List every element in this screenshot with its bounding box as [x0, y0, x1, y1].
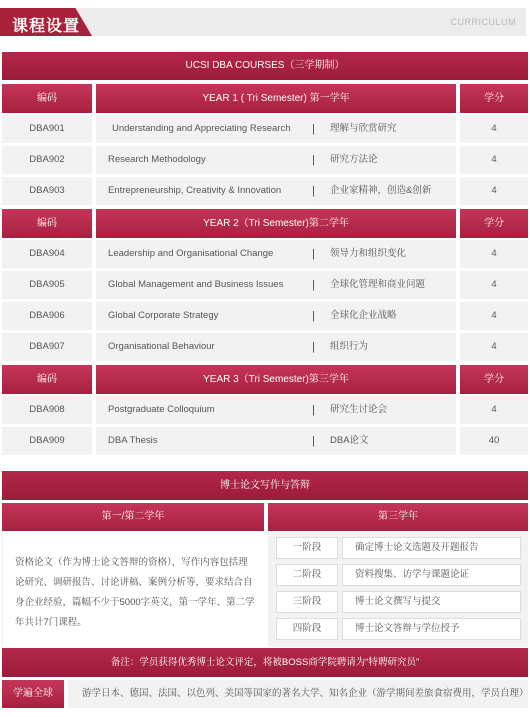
course-name-en: Understanding and Appreciating Research — [112, 123, 291, 134]
course-code: DBA905 — [2, 271, 92, 299]
credit-column-header: 学分 — [460, 209, 528, 238]
page-header — [0, 0, 530, 42]
course-name-cn: 组织行为 — [330, 341, 369, 352]
course-name-cn: 全球化管理和商业问题 — [330, 279, 426, 290]
course-name-en: Research Methodology — [108, 154, 206, 165]
code-column-header: 编码 — [2, 209, 92, 238]
study-tour-label: 学遍全球 — [2, 680, 64, 708]
course-code: DBA902 — [2, 146, 92, 174]
course-name-en: Global Management and Business Issues — [108, 279, 284, 290]
year3-label: YEAR 3（Tri Semester)第三学年 — [96, 365, 456, 394]
year2-label: YEAR 2（Tri Semester)第二学年 — [96, 209, 456, 238]
stage-label: 三阶段 — [276, 591, 338, 613]
course-title-cell — [96, 240, 456, 268]
separator: | — [312, 185, 315, 197]
page-subtitle: CURRICULUM — [450, 17, 516, 27]
separator: | — [312, 341, 315, 353]
stage-description: 博士论文撰写与提交 — [342, 591, 521, 613]
separator: | — [312, 154, 315, 166]
page-title: 课程设置 — [12, 18, 81, 35]
course-title-cell — [96, 302, 456, 330]
courses-banner: UCSI DBA COURSES（三学期制） — [2, 52, 528, 80]
table-row — [2, 271, 528, 299]
table-row — [2, 115, 528, 143]
course-title-cell — [96, 333, 456, 361]
year2-header-row — [2, 209, 528, 238]
table-row — [2, 427, 528, 455]
qualification-paper-text: 资格论文（作为博士论文答辩的资格），写作内容包括理论研究、调研报告、讨论讲稿、案例分析等，要求结合自身企业经验，篇幅不少于5000字英文，第一学年、第二学年共计7门课程。 — [15, 557, 255, 628]
course-credit: 4 — [460, 396, 528, 424]
table-row — [2, 240, 528, 268]
course-name-en: Entrepreneurship, Creativity & Innovation — [108, 185, 282, 196]
course-title-cell — [96, 427, 456, 455]
course-name-cn: 理解与欣赏研究 — [330, 123, 397, 134]
stage-description: 确定博士论文选题及开题报告 — [342, 537, 521, 559]
note-banner: 备注：学员获得优秀博士论文评定，将被BOSS商学院聘请为“特聘研究员” — [2, 648, 528, 677]
stage-description: 资料搜集、访学与课题论证 — [342, 564, 521, 586]
year3-header-row — [2, 365, 528, 394]
course-name-en: Organisational Behaviour — [108, 341, 215, 352]
thesis-banner: 博士论文写作与答辩 — [2, 471, 528, 500]
course-code: DBA906 — [2, 302, 92, 330]
course-name-en: Global Corporate Strategy — [108, 310, 219, 321]
stage-description: 博士论文答辩与学位授予 — [342, 618, 521, 640]
stage-label: 一阶段 — [276, 537, 338, 559]
course-code: DBA908 — [2, 396, 92, 424]
course-credit: 4 — [460, 146, 528, 174]
course-credit: 4 — [460, 240, 528, 268]
credit-column-header: 学分 — [460, 84, 528, 113]
course-name-en: Postgraduate Colloquium — [108, 404, 215, 415]
separator: | — [312, 404, 315, 416]
course-name-cn: 全球化企业战略 — [330, 310, 397, 321]
separator: | — [312, 279, 315, 291]
course-title-cell — [96, 271, 456, 299]
separator: | — [312, 123, 315, 135]
code-column-header: 编码 — [2, 84, 92, 113]
course-code: DBA903 — [2, 177, 92, 205]
course-title-cell — [96, 396, 456, 424]
course-credit: 4 — [460, 115, 528, 143]
course-code: DBA909 — [2, 427, 92, 455]
thesis-right-header: 第三学年 — [268, 503, 528, 531]
course-credit: 40 — [460, 427, 528, 455]
year1-label: YEAR 1 ( Tri Semester) 第一学年 — [96, 84, 456, 113]
course-name-cn: DBA论文 — [330, 435, 369, 446]
course-code: DBA904 — [2, 240, 92, 268]
separator: | — [312, 435, 315, 447]
course-name-cn: 研究生讨论会 — [330, 404, 388, 415]
table-row — [2, 396, 528, 424]
course-name-en: DBA Thesis — [108, 435, 158, 446]
study-tour-text: 游学日本、德国、法国、以色列、美国等国家的著名大学、知名企业（游学期间差旅食宿费用，学员自理） — [68, 680, 528, 708]
course-name-cn: 领导力和组织变化 — [330, 248, 407, 259]
course-credit: 4 — [460, 302, 528, 330]
separator: | — [312, 310, 315, 322]
thesis-left-header: 第一/第二学年 — [2, 503, 264, 531]
course-code: DBA901 — [2, 115, 92, 143]
table-row — [2, 333, 528, 361]
course-credit: 4 — [460, 177, 528, 205]
stage-label: 四阶段 — [276, 618, 338, 640]
course-credit: 4 — [460, 333, 528, 361]
code-column-header: 编码 — [2, 365, 92, 394]
credit-column-header: 学分 — [460, 365, 528, 394]
table-row — [2, 146, 528, 174]
course-title-cell — [96, 177, 456, 205]
table-row — [2, 177, 528, 205]
course-credit: 4 — [460, 271, 528, 299]
qualification-paper-box — [2, 531, 264, 647]
thesis-stages-box — [268, 531, 528, 647]
year1-header-row — [2, 84, 528, 113]
table-row — [2, 302, 528, 330]
course-title-cell — [96, 115, 456, 143]
course-code: DBA907 — [2, 333, 92, 361]
course-name-cn: 企业家精神，创造&创新 — [330, 185, 432, 196]
course-name-cn: 研究方法论 — [330, 154, 378, 165]
separator: | — [312, 248, 315, 260]
course-name-en: Leadership and Organisational Change — [108, 248, 274, 259]
stage-label: 二阶段 — [276, 564, 338, 586]
course-title-cell — [96, 146, 456, 174]
